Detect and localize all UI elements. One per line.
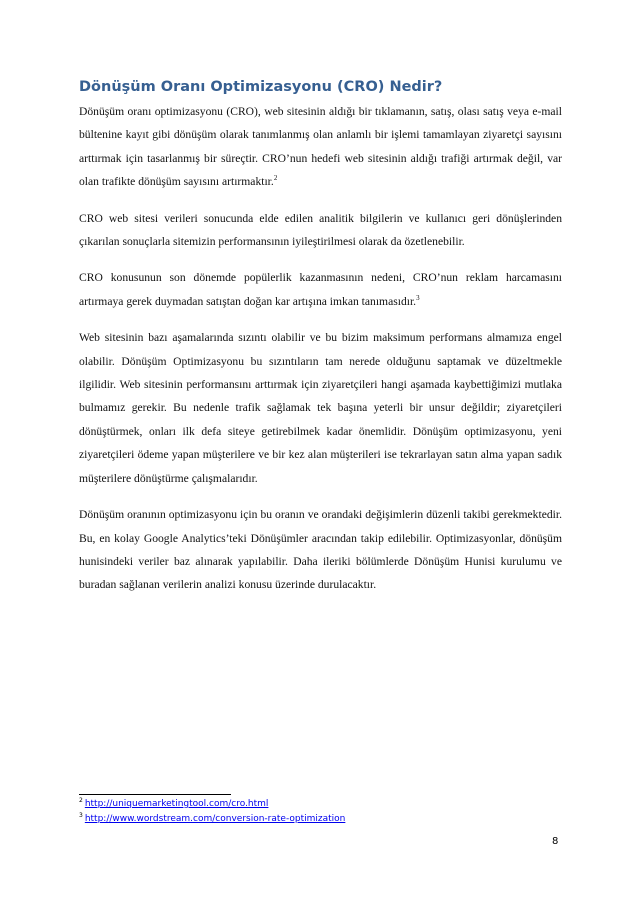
paragraph-2-text: CRO web sitesi verileri sonucunda elde edilen analitik bilgilerin ve kullanıcı geri dönüşlerinden çıkarılan sonuçlarla sitemizin performansının iyileştirilmesi olarak da özetlenebilir. — [79, 211, 562, 249]
page-number: 8 — [552, 836, 559, 847]
footnote-3 — [79, 812, 559, 827]
footnote-link[interactable]: http://www.wordstream.com/conversion-rate-optimization — [84, 814, 346, 824]
footnote-2 — [79, 797, 559, 812]
paragraph-5 — [79, 503, 562, 597]
footnote-ref-3[interactable]: 3 — [416, 293, 420, 302]
section-heading: Dönüşüm Oranı Optimizasyonu (CRO) Nedir? — [79, 79, 443, 95]
paragraph-5-text: Dönüşüm oranının optimizasyonu için bu oranın ve orandaki değişimlerin düzenli takibi gerekmektedir. Bu, en kolay Google Analytics’teki Dönüşümler aracından takip edilebilir. Optimizasyonlar, dönüşüm hunisindeki veriler baz alınarak yapılabilir. Daha ileriki bölümlerde Dönüşüm Hunisi kurulumu ve buradan sağlanan verilerin analizi konusu üzerinde durulacaktır. — [79, 508, 562, 592]
paragraph-3 — [79, 266, 562, 313]
paragraph-4 — [79, 326, 562, 490]
paragraph-1 — [79, 100, 562, 194]
paragraph-3-text: CRO konusunun son dönemde popülerlik kazanmasının nedeni, CRO’nun reklam harcamasını artırmaya gerek duymadan satıştan doğan kar artışına imkan tanımasıdır. — [79, 271, 562, 308]
paragraph-1-text: Dönüşüm oranı optimizasyonu (CRO), web sitesinin aldığı bir tıklamanın, satış, olası satış veya e-mail bültenine kayıt gibi dönüşüm olarak tanımlanmış olan anlamlı bir işlemi tamamlayan ziyaretçi sayısını arttırmak için tasarlanmış bir süreçtir. CRO’nun hedefi web sitesinin aldığı trafiği artırmak değil, var olan trafikte dönüşüm sayısını artırmaktır. — [79, 105, 562, 189]
footnote-separator — [79, 794, 231, 795]
footnote-ref-2[interactable]: 2 — [273, 174, 278, 183]
page-content — [79, 78, 562, 610]
footnote-number: 3 — [79, 812, 83, 819]
paragraph-4-text: Web sitesinin bazı aşamalarında sızıntı olabilir ve bu bizim maksimum performans almamıza engel olabilir. Dönüşüm Optimizasyonu bu sızıntıların tam nerede olduğunu saptamak ve düzeltmekle ilgilidir. Web sitesinin performansını arttırmak için ziyaretçileri hangi aşamada kaybettiğimizi mutlaka bulmamız gerekir. Bu nedenle trafik sağlamak tek başına yeterli bir unsur değildir; ziyaretçileri dönüştürmek, onları ilk defa siteye getirebilmek kadar önemlidir. Dönüşüm optimizasyonu, yeni ziyaretçileri ödeme yapan müşterilere ve bir kez alan müşterileri ise tekrarlayan satın alma yapan sadık müşterilere dönüştürme çalışmalarıdır. — [79, 331, 562, 485]
footnotes — [79, 797, 559, 827]
footnote-number: 2 — [79, 797, 83, 804]
footnote-link[interactable]: http://uniquemarketingtool.com/cro.html — [84, 799, 269, 809]
paragraph-2 — [79, 207, 562, 254]
